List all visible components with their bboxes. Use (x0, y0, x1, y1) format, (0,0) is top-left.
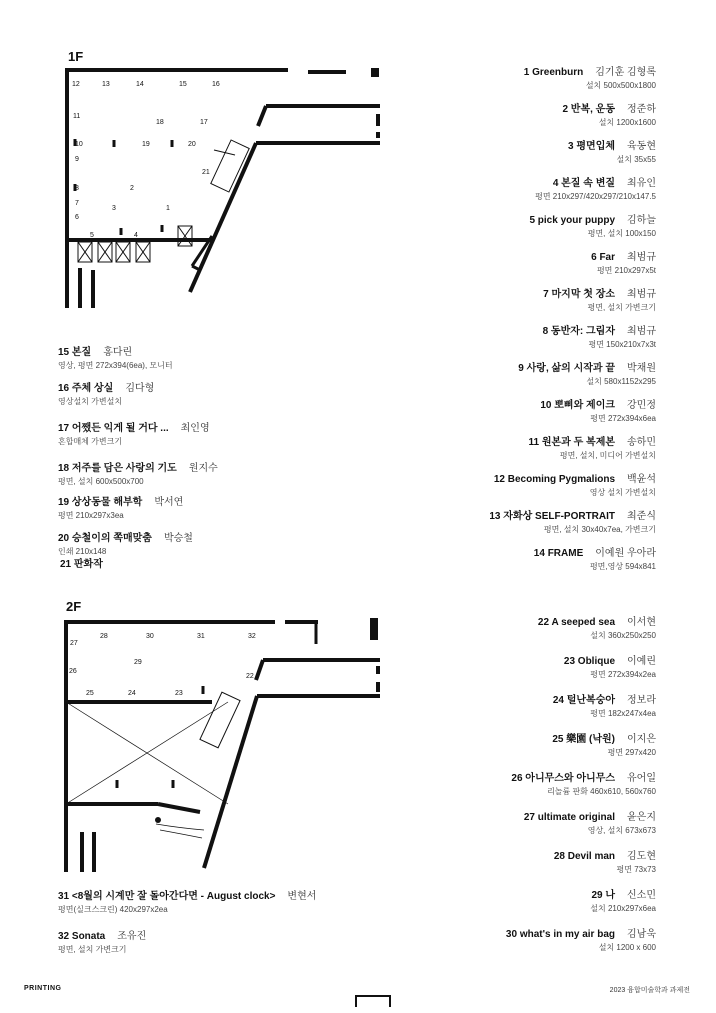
artwork-title: 25 樂園 (낙원) (552, 734, 616, 745)
artwork-artist: 육동현 (627, 141, 656, 152)
plan-number: 2 (130, 185, 134, 192)
artwork-artist: 김하늘 (627, 215, 656, 226)
plan-number: 9 (75, 156, 79, 163)
artwork-artist: 이예린 (627, 656, 656, 667)
artwork-title: 13 자화상 SELF-PORTRAIT (489, 511, 616, 522)
artwork-title: 10 뽀삐와 제이크 (540, 400, 616, 411)
artwork-entry-19 (58, 496, 218, 532)
artwork-entry-17 (58, 422, 218, 462)
artwork-detail: 평면 73x73 (616, 865, 656, 874)
artwork-entry-25 (506, 733, 656, 772)
artwork-title: 5 pick your puppy (529, 215, 616, 226)
artwork-detail: 평면, 설치 100x150 (587, 229, 656, 238)
artwork-entry-6 (489, 251, 656, 288)
bottom-bracket-mark (355, 995, 391, 1007)
artwork-detail: 평면 150x210x7x3t (588, 340, 656, 349)
artwork-entry-13 (489, 510, 656, 547)
artwork-entry-1 (489, 66, 656, 103)
plan-number: 28 (100, 633, 108, 640)
artwork-title: 6 Far (591, 252, 616, 263)
artwork-detail: 설치 210x297x6ea (590, 904, 656, 913)
plan-number: 26 (69, 668, 77, 675)
artwork-artist: 최범규 (627, 289, 656, 300)
artwork-title: 24 털난복숭아 (552, 695, 616, 706)
artwork-entry-21 (60, 558, 218, 572)
artwork-entry-15 (58, 346, 218, 382)
artwork-title: 31 <8월의 시계만 잘 돌아간다면 - August clock> (58, 891, 276, 902)
artwork-detail: 평면 182x247x4ea (590, 709, 656, 718)
floor-1-artwork-list (489, 66, 656, 584)
artwork-title: 4 본질 속 변질 (552, 178, 616, 189)
artwork-entry-14 (489, 547, 656, 584)
artwork-detail: 영상설치 가변설치 (58, 397, 123, 406)
artwork-title: 16 주체 상실 (58, 383, 114, 394)
footer-printing-label: PRINTING (24, 985, 62, 992)
artwork-detail: 혼합매체 가변크기 (58, 437, 123, 446)
artwork-entry-26 (506, 772, 656, 811)
artwork-title: 32 Sonata (58, 931, 106, 942)
plan-number: 17 (200, 119, 208, 126)
artwork-title: 8 동반자: 그림자 (542, 326, 616, 337)
plan-number: 16 (212, 81, 220, 88)
footer-exhibition-label: 2023 융합미술학과 과제전 (609, 987, 690, 994)
artwork-artist: 변현서 (287, 891, 317, 902)
artwork-detail: 평면 297x420 (607, 748, 656, 757)
plan-number: 7 (75, 200, 79, 207)
floor-1-artwork-list-left (58, 346, 218, 572)
artwork-entry-3 (489, 140, 656, 177)
artwork-title: 17 어쨌든 익게 될 거다 ... (58, 423, 169, 434)
artwork-entry-29 (506, 889, 656, 928)
artwork-entry-24 (506, 694, 656, 733)
artwork-artist: 유어일 (627, 773, 656, 784)
artwork-detail: 평면,영상 594x841 (589, 562, 656, 571)
artwork-title: 29 나 (591, 890, 616, 901)
artwork-artist: 최범규 (627, 326, 656, 337)
artwork-artist: 박승철 (163, 533, 193, 544)
artwork-entry-32 (58, 930, 316, 955)
artwork-entry-31 (58, 890, 316, 930)
artwork-title: 14 FRAME (533, 548, 584, 559)
artwork-artist: 신소민 (627, 890, 656, 901)
artwork-artist: 박서연 (154, 497, 184, 508)
artwork-title: 12 Becoming Pygmalions (493, 474, 616, 485)
artwork-detail: 설치 360x250x250 (590, 631, 656, 640)
artwork-detail: 평면(실크스크린) 420x297x2ea (58, 905, 168, 914)
artwork-artist: 이서현 (627, 617, 656, 628)
artwork-artist: 최인영 (180, 423, 210, 434)
artwork-detail: 설치 1200 x 600 (598, 943, 656, 952)
artwork-title: 3 평면입체 (568, 141, 616, 152)
plan-number: 5 (90, 232, 94, 239)
plan-number: 13 (102, 81, 110, 88)
plan-number: 14 (136, 81, 144, 88)
floor-2-artwork-list-left (58, 890, 316, 955)
artwork-artist: 이지은 (627, 734, 656, 745)
artwork-artist: 김도현 (627, 851, 656, 862)
artwork-artist: 이예원 우아라 (595, 548, 656, 559)
artwork-entry-10 (489, 399, 656, 436)
artwork-detail: 설치 580x1152x295 (586, 377, 656, 386)
artwork-entry-28 (506, 850, 656, 889)
artwork-title: 15 본질 (58, 347, 92, 358)
plan-number: 12 (72, 81, 80, 88)
artwork-detail: 설치 500x500x1800 (585, 81, 656, 90)
artwork-detail: 평면, 설치, 미디어 가변설치 (559, 451, 656, 460)
artwork-detail: 평면, 설치 가변크기 (587, 303, 656, 312)
artwork-artist: 조유진 (117, 931, 147, 942)
artwork-detail: 리놀륨 판화 460x610, 560x760 (547, 787, 656, 796)
artwork-title: 20 승철이의 쪽매맞춤 (58, 533, 152, 544)
artwork-artist: 윤은지 (627, 812, 656, 823)
artwork-artist: 원지수 (188, 463, 218, 474)
artwork-title: 30 what's in my air bag (505, 929, 616, 940)
artwork-entry-2 (489, 103, 656, 140)
plan-number: 19 (142, 141, 150, 148)
artwork-entry-12 (489, 473, 656, 510)
artwork-artist: 백윤석 (627, 474, 656, 485)
artwork-artist: 최준식 (627, 511, 656, 522)
artwork-detail: 평면 210x297x3ea (58, 511, 124, 520)
floor-1-plan (60, 60, 390, 320)
artwork-entry-11 (489, 436, 656, 473)
artwork-artist: 최범규 (627, 252, 656, 263)
artwork-title: 22 A seeped sea (537, 617, 616, 628)
artwork-title: 27 ultimate original (523, 812, 616, 823)
plan-number: 24 (128, 690, 136, 697)
artwork-entry-7 (489, 288, 656, 325)
artwork-detail: 영상, 설치 673x673 (587, 826, 656, 835)
artwork-entry-18 (58, 462, 218, 496)
floor-1-label: 1F (68, 49, 84, 64)
plan-number: 32 (248, 633, 256, 640)
floor-2-label: 2F (66, 599, 82, 614)
artwork-entry-8 (489, 325, 656, 362)
artwork-detail: 설치 35x55 (616, 155, 656, 164)
artwork-title: 18 저주를 담은 사랑의 기도 (58, 463, 177, 474)
artwork-artist: 정보라 (627, 695, 656, 706)
floor-2-numbers (69, 633, 256, 697)
plan-number: 29 (134, 659, 142, 666)
plan-number: 11 (73, 113, 81, 120)
artwork-entry-4 (489, 177, 656, 214)
artwork-artist: 홍다린 (103, 347, 133, 358)
artwork-title: 23 Oblique (563, 656, 616, 667)
plan-number: 20 (188, 141, 196, 148)
artwork-artist: 김다형 (125, 383, 155, 394)
artwork-detail: 인쇄 210x148 (58, 547, 107, 556)
artwork-detail: 영상 설치 가변설치 (589, 488, 656, 497)
artwork-title: 19 상상동물 해부학 (58, 497, 143, 508)
plan-number: 18 (156, 119, 164, 126)
artwork-artist: 송하민 (627, 437, 656, 448)
artwork-entry-20 (58, 532, 218, 558)
artwork-title: 2 반복, 운동 (562, 104, 616, 115)
artwork-artist: 김남욱 (627, 929, 656, 940)
artwork-entry-16 (58, 382, 218, 422)
artwork-artist: 김기훈 김형록 (595, 67, 656, 78)
floor-1-numbers (72, 81, 220, 239)
plan-number: 23 (175, 690, 183, 697)
artwork-title: 1 Greenburn (523, 67, 584, 78)
artwork-title: 11 원본과 두 복제본 (528, 437, 616, 448)
artwork-title: 26 아니무스와 아니무스 (511, 773, 616, 784)
plan-number: 3 (112, 205, 116, 212)
plan-number: 6 (75, 214, 79, 221)
artwork-detail: 평면, 설치 30x40x7ea, 가변크기 (543, 525, 656, 534)
plan-number: 31 (197, 633, 205, 640)
artwork-title: 21 판화작 (60, 559, 103, 570)
plan-number: 1 (166, 205, 170, 212)
artwork-artist: 박채원 (627, 363, 656, 374)
artwork-title: 9 사랑, 삶의 시작과 끝 (518, 363, 616, 374)
plan-number: 15 (179, 81, 187, 88)
floor-2-plan (60, 614, 390, 884)
plan-number: 27 (70, 640, 78, 647)
floor-2-artwork-list (506, 616, 656, 967)
plan-number: 8 (75, 185, 79, 192)
plan-number: 10 (75, 141, 83, 148)
artwork-entry-22 (506, 616, 656, 655)
plan-number: 22 (246, 673, 254, 680)
artwork-title: 28 Devil man (553, 851, 616, 862)
artwork-detail: 평면 210x297/420x297/210x147.5 (535, 192, 656, 201)
artwork-artist: 최유인 (627, 178, 656, 189)
artwork-detail: 평면 272x394x6ea (590, 414, 656, 423)
artwork-entry-23 (506, 655, 656, 694)
artwork-detail: 평면 210x297x5t (596, 266, 656, 275)
artwork-artist: 강민정 (627, 400, 656, 411)
artwork-detail: 영상, 평면 272x394(6ea), 모니터 (58, 361, 173, 370)
plan-number: 25 (86, 690, 94, 697)
artwork-detail: 평면, 설치 600x500x700 (58, 477, 144, 486)
artwork-title: 7 마지막 첫 장소 (543, 289, 616, 300)
artwork-detail: 평면, 설치 가변크기 (58, 945, 127, 954)
plan-number: 30 (146, 633, 154, 640)
artwork-entry-27 (506, 811, 656, 850)
artwork-entry-30 (506, 928, 656, 967)
artwork-entry-5 (489, 214, 656, 251)
plan-number: 21 (202, 169, 210, 176)
artwork-detail: 평면 272x394x2ea (590, 670, 656, 679)
artwork-detail: 설치 1200x1600 (598, 118, 656, 127)
artwork-artist: 정준하 (627, 104, 656, 115)
artwork-entry-9 (489, 362, 656, 399)
plan-number: 4 (134, 232, 138, 239)
